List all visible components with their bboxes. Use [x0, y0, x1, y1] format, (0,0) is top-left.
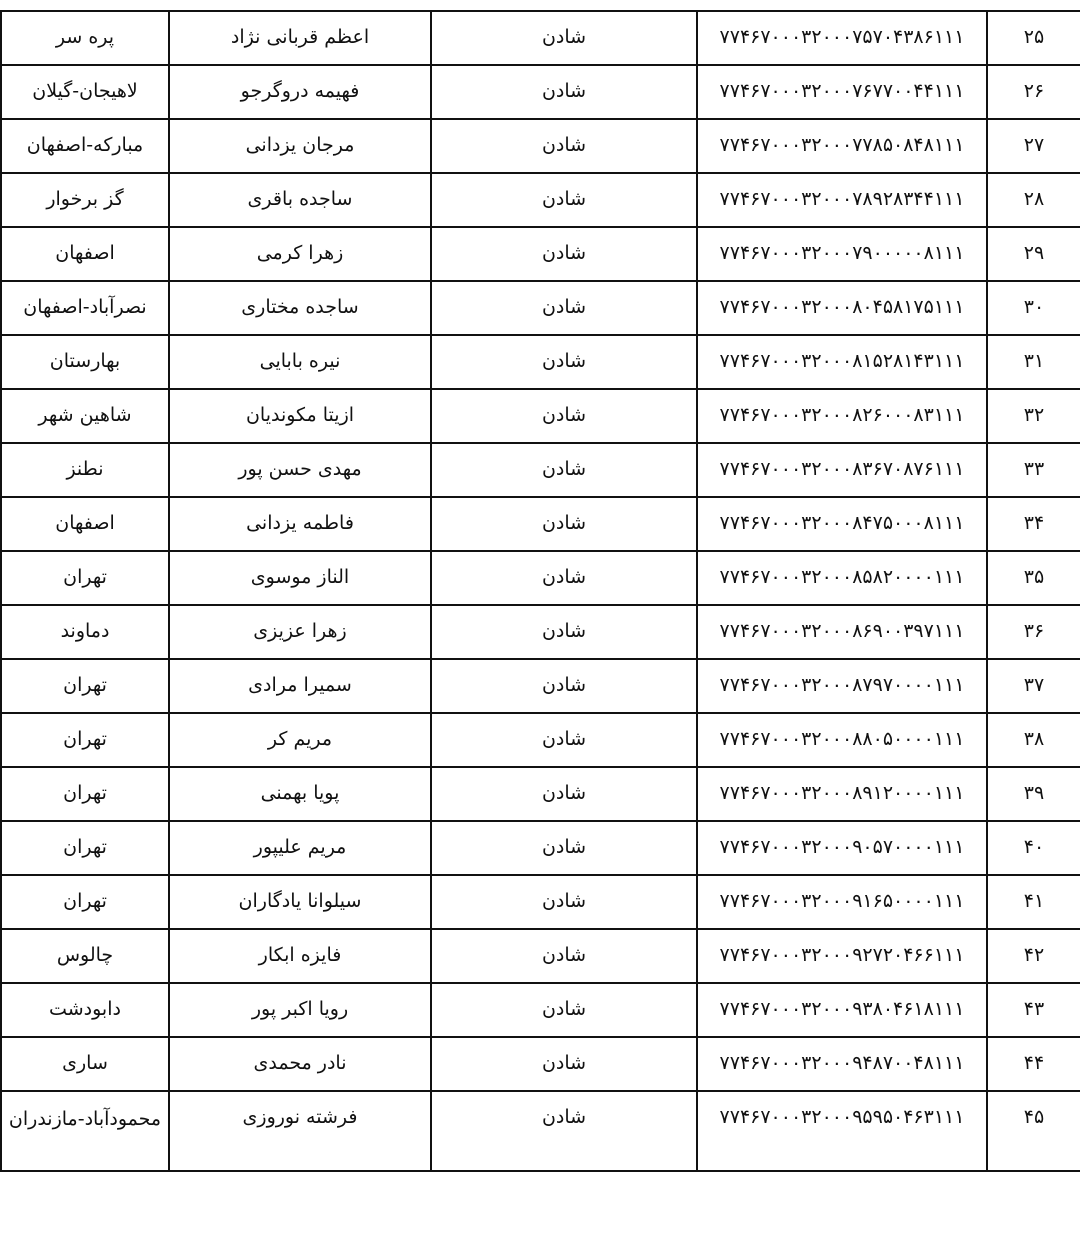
status-cell: شادن — [431, 929, 697, 983]
full-name: فهیمه دروگرجو — [169, 65, 431, 119]
table-row — [1, 443, 1080, 497]
city-cell: مبارکه-اصفهان — [1, 119, 169, 173]
full-name: زهرا کرمی — [169, 227, 431, 281]
full-name: مریم علیپور — [169, 821, 431, 875]
row-number: ۴۰ — [987, 821, 1080, 875]
city-cell: تهران — [1, 713, 169, 767]
city-cell: محمودآباد-مازندران — [1, 1091, 169, 1171]
status-cell: شادن — [431, 767, 697, 821]
row-number: ۳۸ — [987, 713, 1080, 767]
city-cell: لاهیجان-گیلان — [1, 65, 169, 119]
table-row — [1, 119, 1080, 173]
account-number: ۷۷۴۶۷۰۰۰۳۲۰۰۰۸۳۶۷۰۸۷۶۱۱۱ — [697, 443, 987, 497]
status-cell: شادن — [431, 551, 697, 605]
table-row — [1, 713, 1080, 767]
city-cell: دابودشت — [1, 983, 169, 1037]
account-number: ۷۷۴۶۷۰۰۰۳۲۰۰۰۹۲۷۲۰۴۶۶۱۱۱ — [697, 929, 987, 983]
row-number: ۴۴ — [987, 1037, 1080, 1091]
full-name: مرجان یزدانی — [169, 119, 431, 173]
full-name: فرشته نوروزی — [169, 1091, 431, 1171]
status-cell: شادن — [431, 65, 697, 119]
status-cell: شادن — [431, 389, 697, 443]
row-number: ۴۵ — [987, 1091, 1080, 1171]
full-name: زهرا عزیزی — [169, 605, 431, 659]
row-number: ۳۹ — [987, 767, 1080, 821]
row-number: ۴۳ — [987, 983, 1080, 1037]
status-cell: شادن — [431, 173, 697, 227]
status-cell: شادن — [431, 497, 697, 551]
table-row — [1, 335, 1080, 389]
city-cell: تهران — [1, 821, 169, 875]
table-row — [1, 227, 1080, 281]
city-cell: تهران — [1, 767, 169, 821]
status-cell: شادن — [431, 119, 697, 173]
account-number: ۷۷۴۶۷۰۰۰۳۲۰۰۰۸۰۴۵۸۱۷۵۱۱۱ — [697, 281, 987, 335]
full-name: سمیرا مرادی — [169, 659, 431, 713]
city-cell: گز برخوار — [1, 173, 169, 227]
status-cell: شادن — [431, 227, 697, 281]
row-number: ۳۲ — [987, 389, 1080, 443]
city-cell: نصرآباد-اصفهان — [1, 281, 169, 335]
account-number: ۷۷۴۶۷۰۰۰۳۲۰۰۰۷۷۸۵۰۸۴۸۱۱۱ — [697, 119, 987, 173]
status-cell: شادن — [431, 1037, 697, 1091]
status-cell: شادن — [431, 821, 697, 875]
full-name: نیره بابایی — [169, 335, 431, 389]
table-row — [1, 497, 1080, 551]
full-name: ازیتا مکوندیان — [169, 389, 431, 443]
account-number: ۷۷۴۶۷۰۰۰۳۲۰۰۰۸۷۹۷۰۰۰۰۱۱۱ — [697, 659, 987, 713]
full-name: مریم کر — [169, 713, 431, 767]
row-number: ۳۳ — [987, 443, 1080, 497]
status-cell: شادن — [431, 875, 697, 929]
full-name: فاطمه یزدانی — [169, 497, 431, 551]
table-row — [1, 281, 1080, 335]
row-number: ۳۵ — [987, 551, 1080, 605]
account-number: ۷۷۴۶۷۰۰۰۳۲۰۰۰۸۸۰۵۰۰۰۰۱۱۱ — [697, 713, 987, 767]
account-number: ۷۷۴۶۷۰۰۰۳۲۰۰۰۹۵۹۵۰۴۶۳۱۱۱ — [697, 1091, 987, 1171]
full-name: نادر محمدی — [169, 1037, 431, 1091]
account-number: ۷۷۴۶۷۰۰۰۳۲۰۰۰۸۴۷۵۰۰۰۸۱۱۱ — [697, 497, 987, 551]
row-number: ۳۱ — [987, 335, 1080, 389]
account-number: ۷۷۴۶۷۰۰۰۳۲۰۰۰۹۱۶۵۰۰۰۰۱۱۱ — [697, 875, 987, 929]
city-cell: نطنز — [1, 443, 169, 497]
table-row — [1, 875, 1080, 929]
row-number: ۲۹ — [987, 227, 1080, 281]
city-cell: بهارستان — [1, 335, 169, 389]
account-number: ۷۷۴۶۷۰۰۰۳۲۰۰۰۸۹۱۲۰۰۰۰۱۱۱ — [697, 767, 987, 821]
row-number: ۲۶ — [987, 65, 1080, 119]
city-cell: شاهین شهر — [1, 389, 169, 443]
roster-body — [1, 11, 1080, 1171]
full-name: اعظم قربانی نژاد — [169, 11, 431, 65]
table-row — [1, 1091, 1080, 1171]
account-number: ۷۷۴۶۷۰۰۰۳۲۰۰۰۷۸۹۲۸۳۴۴۱۱۱ — [697, 173, 987, 227]
full-name: ساجده باقری — [169, 173, 431, 227]
table-row — [1, 929, 1080, 983]
status-cell: شادن — [431, 443, 697, 497]
account-number: ۷۷۴۶۷۰۰۰۳۲۰۰۰۸۶۹۰۰۳۹۷۱۱۱ — [697, 605, 987, 659]
table-row — [1, 65, 1080, 119]
status-cell: شادن — [431, 281, 697, 335]
city-cell: اصفهان — [1, 227, 169, 281]
row-number: ۲۸ — [987, 173, 1080, 227]
account-number: ۷۷۴۶۷۰۰۰۳۲۰۰۰۷۵۷۰۴۳۸۶۱۱۱ — [697, 11, 987, 65]
full-name: سیلوانا یادگاران — [169, 875, 431, 929]
table-row — [1, 659, 1080, 713]
city-cell: تهران — [1, 875, 169, 929]
table-row — [1, 551, 1080, 605]
status-cell: شادن — [431, 713, 697, 767]
table-row — [1, 11, 1080, 65]
city-cell: ساری — [1, 1037, 169, 1091]
row-number: ۲۵ — [987, 11, 1080, 65]
account-number: ۷۷۴۶۷۰۰۰۳۲۰۰۰۷۶۷۷۰۰۴۴۱۱۱ — [697, 65, 987, 119]
status-cell: شادن — [431, 1091, 697, 1171]
account-number: ۷۷۴۶۷۰۰۰۳۲۰۰۰۸۵۸۲۰۰۰۰۱۱۱ — [697, 551, 987, 605]
row-number: ۴۱ — [987, 875, 1080, 929]
row-number: ۳۶ — [987, 605, 1080, 659]
row-number: ۴۲ — [987, 929, 1080, 983]
roster-table — [0, 10, 1080, 1172]
table-row — [1, 1037, 1080, 1091]
row-number: ۳۷ — [987, 659, 1080, 713]
full-name: الناز موسوی — [169, 551, 431, 605]
city-cell: چالوس — [1, 929, 169, 983]
city-cell: پره سر — [1, 11, 169, 65]
table-row — [1, 983, 1080, 1037]
city-cell: تهران — [1, 659, 169, 713]
status-cell: شادن — [431, 605, 697, 659]
account-number: ۷۷۴۶۷۰۰۰۳۲۰۰۰۷۹۰۰۰۰۰۸۱۱۱ — [697, 227, 987, 281]
account-number: ۷۷۴۶۷۰۰۰۳۲۰۰۰۸۲۶۰۰۰۸۳۱۱۱ — [697, 389, 987, 443]
status-cell: شادن — [431, 335, 697, 389]
account-number: ۷۷۴۶۷۰۰۰۳۲۰۰۰۹۳۸۰۴۶۱۸۱۱۱ — [697, 983, 987, 1037]
status-cell: شادن — [431, 659, 697, 713]
city-cell: دماوند — [1, 605, 169, 659]
row-number: ۳۴ — [987, 497, 1080, 551]
row-number: ۳۰ — [987, 281, 1080, 335]
account-number: ۷۷۴۶۷۰۰۰۳۲۰۰۰۸۱۵۲۸۱۴۳۱۱۱ — [697, 335, 987, 389]
table-row — [1, 389, 1080, 443]
city-cell: اصفهان — [1, 497, 169, 551]
table-row — [1, 821, 1080, 875]
city-cell: تهران — [1, 551, 169, 605]
full-name: رویا اکبر پور — [169, 983, 431, 1037]
account-number: ۷۷۴۶۷۰۰۰۳۲۰۰۰۹۴۸۷۰۰۴۸۱۱۱ — [697, 1037, 987, 1091]
status-cell: شادن — [431, 11, 697, 65]
status-cell: شادن — [431, 983, 697, 1037]
full-name: فایزه ابکار — [169, 929, 431, 983]
full-name: ساجده مختاری — [169, 281, 431, 335]
full-name: مهدی حسن پور — [169, 443, 431, 497]
full-name: پویا بهمنی — [169, 767, 431, 821]
account-number: ۷۷۴۶۷۰۰۰۳۲۰۰۰۹۰۵۷۰۰۰۰۱۱۱ — [697, 821, 987, 875]
row-number: ۲۷ — [987, 119, 1080, 173]
table-row — [1, 605, 1080, 659]
table-row — [1, 767, 1080, 821]
table-row — [1, 173, 1080, 227]
